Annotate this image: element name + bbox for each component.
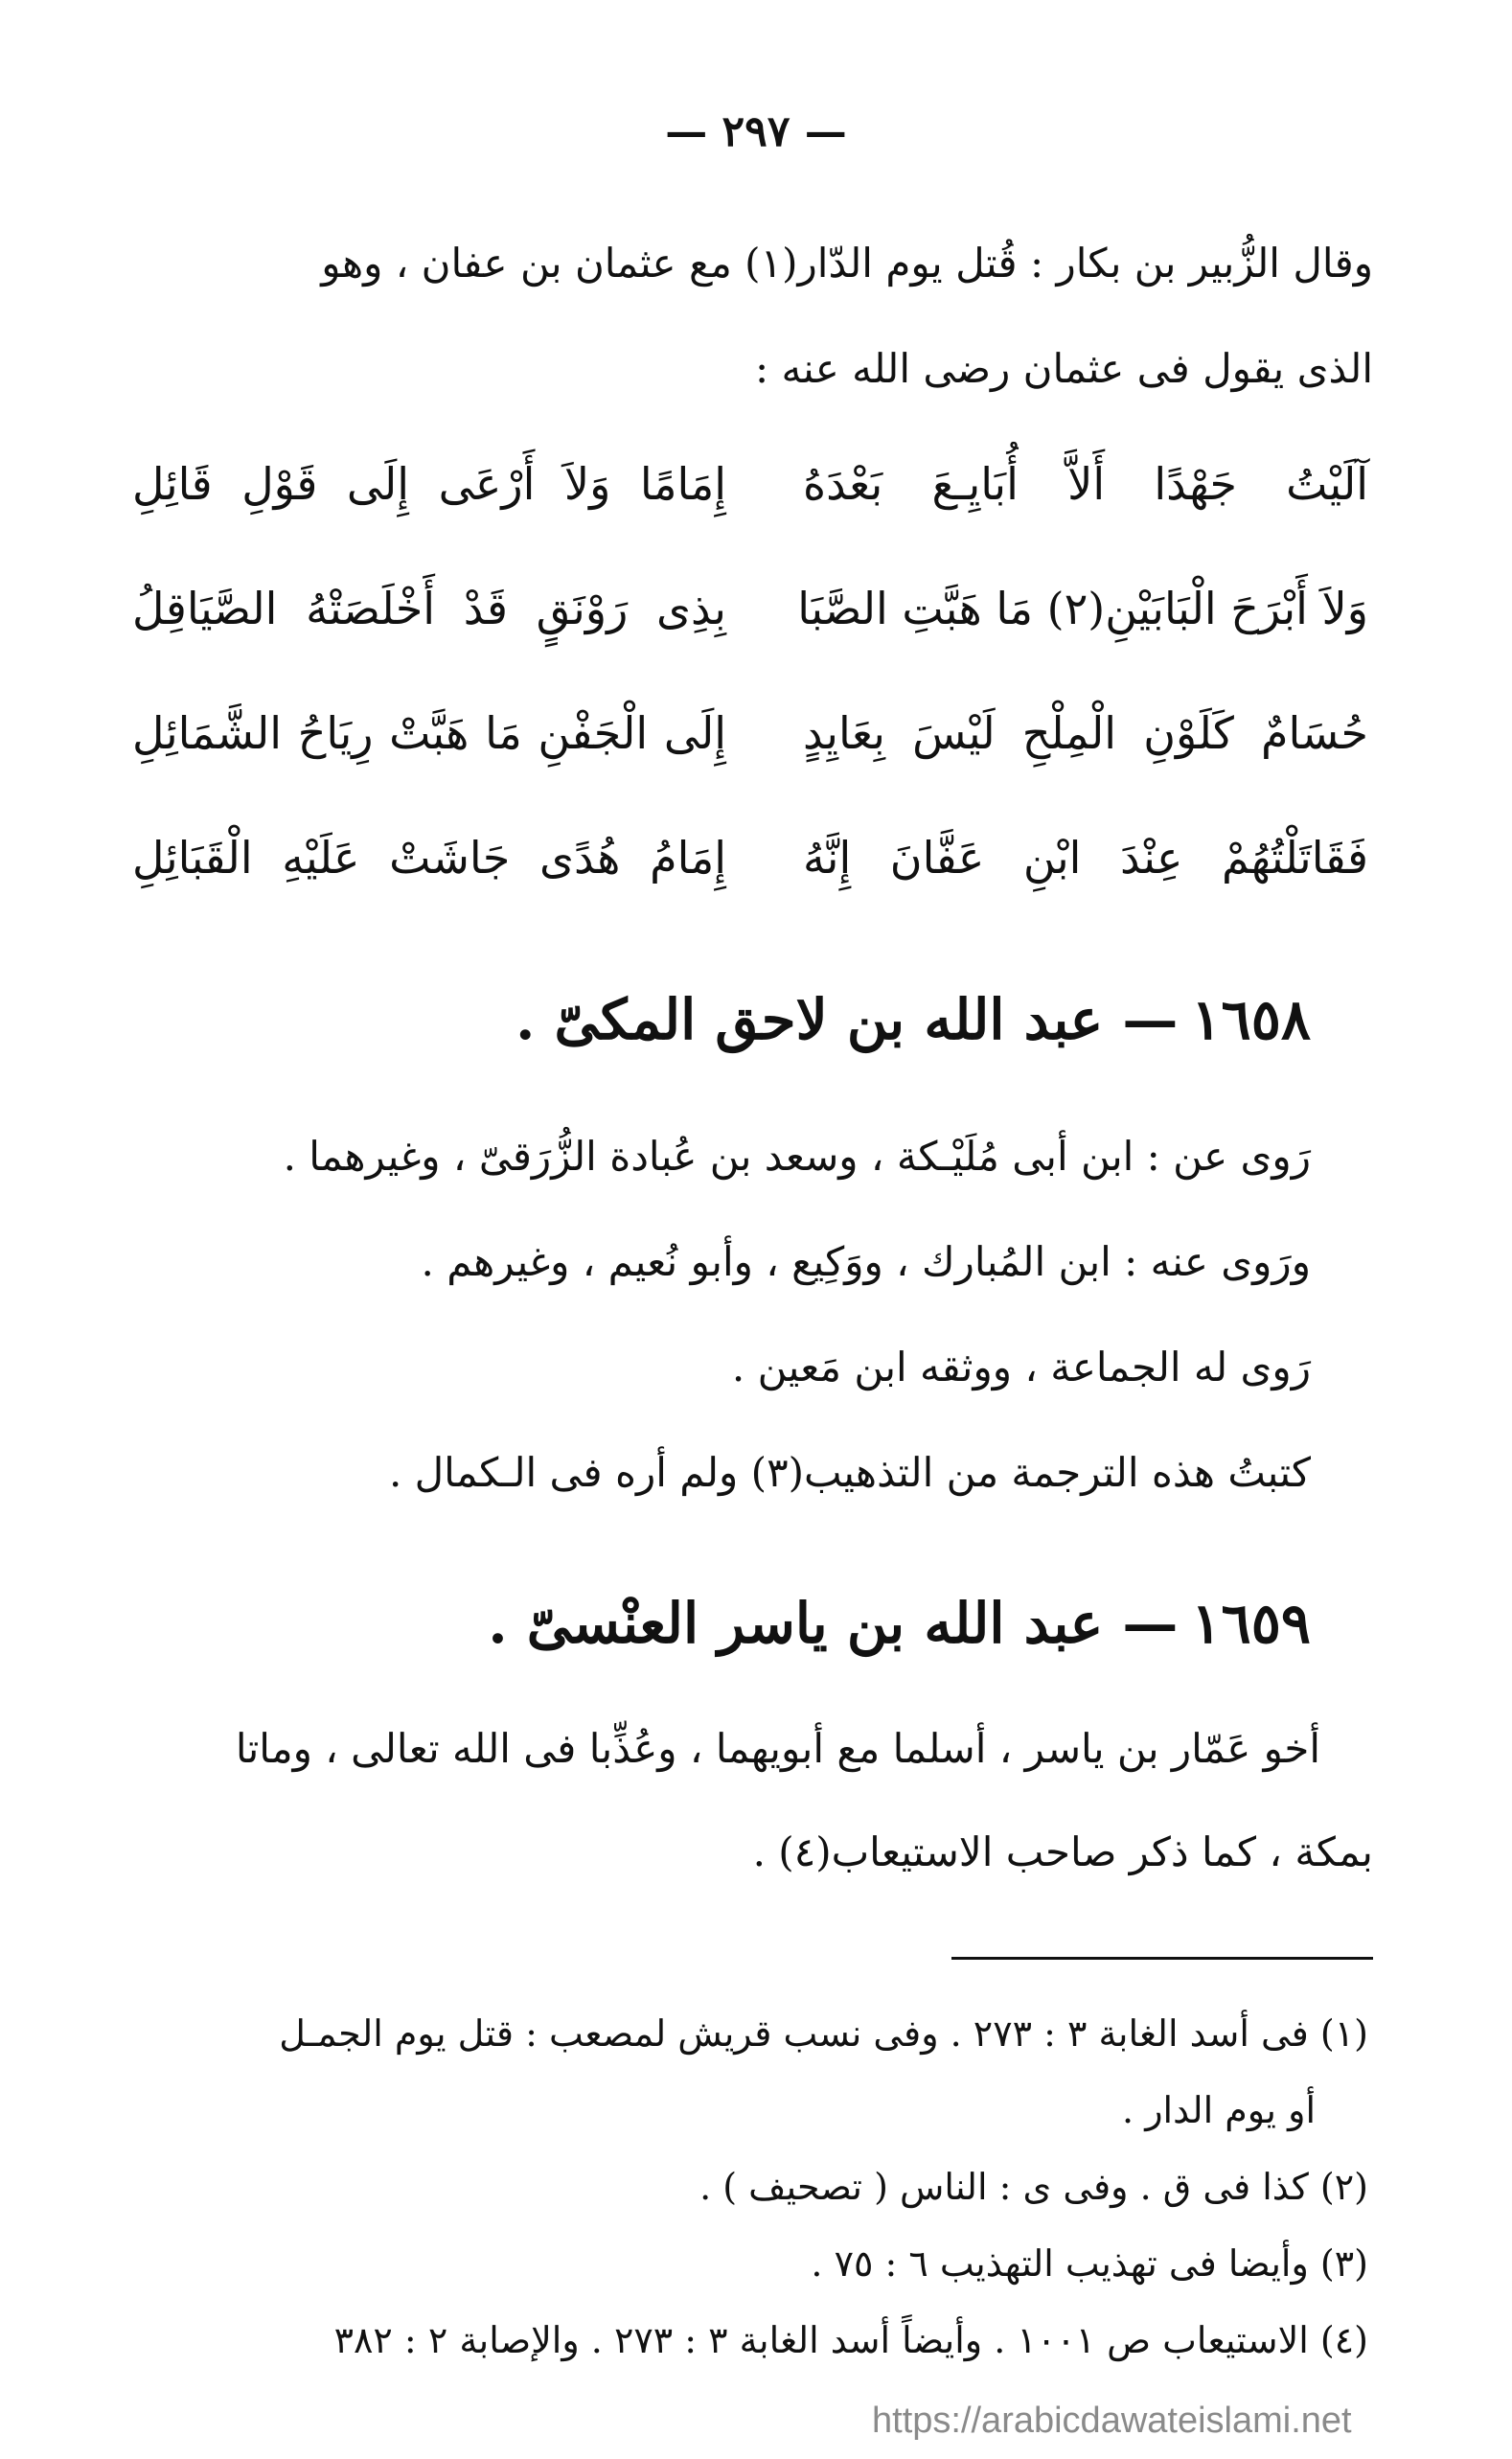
entry-1659-heading: [488, 1591, 1311, 1656]
poem-verse-1-second-hemistich: إِمَامًا وَلاَ أَرْعَى إِلَى قَوْلِ قَائِلِ: [132, 458, 726, 510]
entry-1659-line-1: أخو عَمّار بن ياسر ، أسلما مع أبويهما ، وعُذِّبا فى الله تعالى ، وماتا: [235, 1725, 1320, 1772]
entry-1658-number: ١٦٥٨: [1191, 987, 1311, 1052]
poem-verse-2-second-hemistich: بِذِى رَوْنَقٍ قَدْ أَخْلَصَتْهُ الصَّيَاقِلُ: [132, 583, 726, 634]
poem-verse-4-first-hemistich: فَقَاتَلْتُهُمْ عِنْدَ ابْنِ عَفَّانَ إِنَّهُ: [803, 832, 1368, 884]
entry-1659-title: — عبد الله بن ياسر العنْسىّ .: [488, 1591, 1179, 1656]
poem-verse-4-second-hemistich: إِمَامُ هُدًى جَاشَتْ عَلَيْهِ الْقَبَائِلِ: [132, 832, 726, 884]
poem-verse-3-second-hemistich: إِلَى الْجَفْنِ مَا هَبَّتْ رِيَاحُ الشَّمَائِلِ: [132, 707, 726, 759]
entry-1658-narrated-from: رَوى عن : ابن أبى مُلَيْـكة ، وسعد بن عُبادة الزُّرَقىّ ، وغيرهما .: [283, 1133, 1311, 1180]
footnote-1-line-2: أو يوم الدار .: [1122, 2089, 1316, 2131]
footnote-4: (٤) الاستيعاب ص ١٠٠١ . وأيضاً أسد الغابة ٣ : ٢٧٣ . والإصابة ٢ : ٣٨٢: [333, 2319, 1368, 2361]
entry-1658-title: — عبد الله بن لاحق المكىّ .: [515, 987, 1179, 1052]
poem-verse-2: [132, 583, 1368, 659]
entry-1659-line-2: بمكة ، كما ذكر صاحب الاستيعاب(٤) .: [752, 1828, 1373, 1875]
footnote-separator: [951, 1957, 1373, 1960]
poem-verse-4: [132, 832, 1368, 908]
entry-1658-source-note: كتبتُ هذه الترجمة من التذهيب(٣) ولم أره فى الـكمال .: [388, 1449, 1311, 1496]
entry-1658-reliability: رَوى له الجماعة ، ووثقه ابن مَعين .: [731, 1344, 1311, 1390]
page-number: — ٢٩٧ —: [665, 107, 847, 156]
intro-line-2: الذى يقول فى عثمان رضى الله عنه :: [755, 345, 1373, 392]
intro-line-1: وقال الزُّبير بن بكار : قُتل يوم الدّار(١) مع عثمان بن عفان ، وهو: [321, 240, 1373, 287]
entry-1658-narrated-by: ورَوى عنه : ابن المُبارك ، ووَكِيع ، وأبو نُعيم ، وغيرهم .: [421, 1238, 1311, 1285]
watermark-url: https://arabicdawateislami.net: [872, 2401, 1352, 2441]
entry-1659-number: ١٦٥٩: [1191, 1591, 1311, 1656]
poem-verse-1: [132, 458, 1368, 535]
footnote-2: (٢) كذا فى ق . وفى ى : الناس ( تصحيف ) .: [699, 2166, 1368, 2208]
footnote-3: (٣) وأيضا فى تهذيب التهذيب ٦ : ٧٥ .: [811, 2242, 1368, 2285]
entry-1658-heading: [515, 987, 1311, 1052]
poem-verse-1-first-hemistich: آلَيْتُ جَهْدًا أَلاَّ أُبَايِـعَ بَعْدَهُ: [803, 458, 1368, 510]
poem-verse-2-first-hemistich: وَلاَ أَبْرَحَ الْبَابَيْنِ(٢) مَا هَبَّتِ الصَّبَا: [797, 583, 1368, 634]
poem-verse-3-first-hemistich: حُسَامٌ كَلَوْنِ الْمِلْحِ لَيْسَ بِعَايِدٍ: [803, 707, 1368, 759]
footnote-1-line-1: (١) فى أسد الغابة ٣ : ٢٧٣ . وفى نسب قريش لمصعب : قتل يوم الجمـل: [279, 2012, 1368, 2055]
poem-verse-3: [132, 707, 1368, 784]
